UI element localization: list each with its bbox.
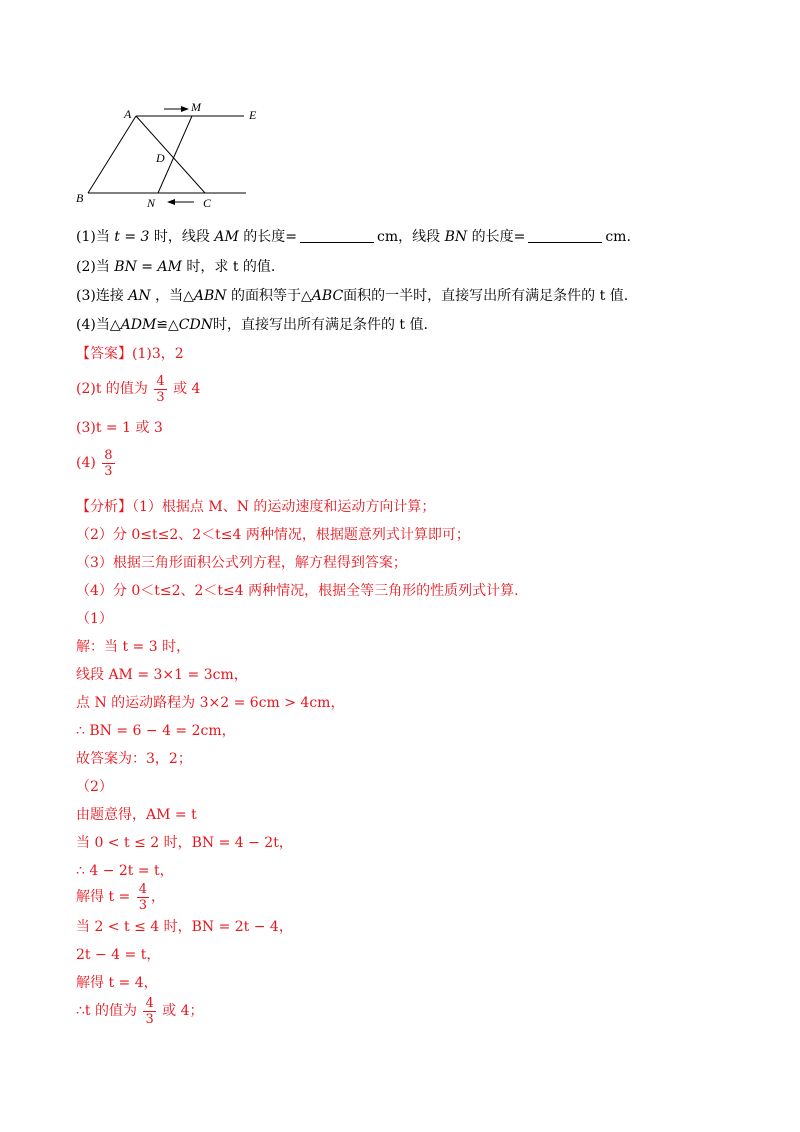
s1-l2: 线段 AM = 3×1 = 3cm， <box>76 667 248 683</box>
s1-l1: 解：当 t = 3 时， <box>76 639 191 655</box>
solution-2-line-7 <box>76 973 158 993</box>
q1-unit1: cm，线段 <box>377 229 441 245</box>
solution-2-line-1 <box>76 805 197 825</box>
question-3 <box>76 286 628 306</box>
q4-suffix: 时，直接写出所有满足条件的 t 值. <box>212 317 428 333</box>
s2-l8-prefix: ∴t 的值为 <box>76 1003 137 1019</box>
analysis-l1: （1）根据点 M、N 的运动速度和运动方向计算； <box>132 499 436 515</box>
solution-1-line-1 <box>76 637 190 657</box>
s1-l5: 故答案为：3，2； <box>76 751 192 767</box>
arrow-cn-head <box>167 199 175 205</box>
solution-1-line-4 <box>76 721 236 741</box>
answer-2 <box>76 372 200 406</box>
question-1 <box>76 227 631 247</box>
label-c: C <box>203 196 212 210</box>
geometry-figure <box>74 96 274 212</box>
analysis-3 <box>76 553 407 573</box>
q1-mid3: 的长度= <box>471 229 526 245</box>
q3-prefix: (3)连接 <box>76 288 124 304</box>
q4-prefix: (4)当△ <box>76 317 121 333</box>
solution-2-head <box>76 777 113 797</box>
solution-2-line-2 <box>76 833 293 853</box>
q1-cond: t = 3 <box>114 229 150 245</box>
a2-suffix: 或 4 <box>173 381 201 397</box>
a2-prefix: (2)t 的值为 <box>76 381 148 397</box>
a4-fraction: $\frac{8}{3}$ <box>104 447 113 479</box>
answer-blank <box>528 228 602 243</box>
q2-cond: BN = AM <box>114 259 182 275</box>
q1-mid1: 时，线段 <box>153 229 210 245</box>
label-n: N <box>147 196 156 210</box>
q1-unit2: cm. <box>605 229 631 245</box>
label-b: B <box>76 191 84 205</box>
label-m: M <box>191 100 201 114</box>
solution-2-line-5 <box>76 917 293 937</box>
s2-l4-prefix: 解得 t = <box>76 889 131 905</box>
a3-text: (3)t = 1 或 3 <box>76 420 163 436</box>
label-e: E <box>249 108 257 122</box>
solution-2-line-4 <box>76 880 165 914</box>
q1-seg2: BN <box>444 229 468 245</box>
q1-seg1: AM <box>214 229 239 245</box>
s2-l8-fraction: $\frac{4}{3}$ <box>145 995 154 1027</box>
solution-1-line-2 <box>76 665 248 685</box>
s2-l4-suffix: ， <box>151 889 165 905</box>
q3-mid1: ，当△ <box>155 288 194 304</box>
analysis-l4: （4）分 0＜t≤2、2＜t≤4 两种情况，根据全等三角形的性质列式计算. <box>76 583 519 599</box>
analysis-l3: （3）根据三角形面积公式列方程，解方程得到答案； <box>76 555 407 571</box>
s2-head: （2） <box>76 779 113 795</box>
s2-l1: 由题意得，AM = t <box>76 807 197 823</box>
question-2 <box>76 257 275 277</box>
s1-l3: 点 N 的运动路程为 3×2 = 6cm > 4cm， <box>76 695 345 711</box>
a4-prefix: (4) <box>76 455 96 471</box>
analysis-2 <box>76 525 470 545</box>
label-a: A <box>124 107 132 121</box>
solution-1-head <box>76 609 113 629</box>
s2-l6: 2t − 4 = t， <box>76 947 161 963</box>
answer-a1: (1)3，2 <box>132 346 184 362</box>
answer-1 <box>76 344 184 364</box>
solution-2-line-6 <box>76 945 160 965</box>
q1-mid2: 的长度= <box>243 229 298 245</box>
s1-head: （1） <box>76 611 113 627</box>
q2-suffix: 时，求 t 的值. <box>186 259 276 275</box>
s2-l5: 当 2 < t ≤ 4 时，BN = 2t − 4， <box>76 919 293 935</box>
q1-prefix: (1)当 <box>76 229 110 245</box>
label-d: D <box>156 151 165 165</box>
arrow-am-head <box>181 106 189 112</box>
q3-tri1: ABN <box>193 288 227 304</box>
analysis-l2: （2）分 0≤t≤2、2＜t≤4 两种情况，根据题意列式计算即可； <box>76 527 470 543</box>
s2-l4-fraction: $\frac{4}{3}$ <box>138 881 147 913</box>
s1-l4: ∴ BN = 6 − 4 = 2cm， <box>76 723 236 739</box>
q3-tri2: ABC <box>311 288 344 304</box>
a2-fraction: $\frac{4}{3}$ <box>156 373 165 405</box>
q3-seg: AN <box>128 288 151 304</box>
answer-3 <box>76 418 163 438</box>
answer-4 <box>76 446 117 480</box>
q3-suffix: 面积的一半时，直接写出所有满足条件的 t 值. <box>343 288 629 304</box>
analysis-4 <box>76 581 519 601</box>
question-4 <box>76 315 428 335</box>
q4-tri2: CDN <box>178 317 213 333</box>
segment-ac <box>136 116 205 193</box>
answer-label: 【答案】 <box>76 346 132 362</box>
segment-ab <box>88 116 136 193</box>
solution-1-line-5 <box>76 749 192 769</box>
q3-mid2: 的面积等于△ <box>231 288 312 304</box>
answer-blank <box>300 228 374 243</box>
s2-l8-suffix: 或 4； <box>162 1003 204 1019</box>
q4-tri1: ADM <box>120 317 157 333</box>
q4-cong: ≌△ <box>156 317 179 333</box>
s2-l2: 当 0 < t ≤ 2 时，BN = 4 − 2t， <box>76 835 293 851</box>
q2-prefix: (2)当 <box>76 259 110 275</box>
solution-2-line-8 <box>76 994 204 1028</box>
analysis-1 <box>76 497 435 517</box>
analysis-label: 【分析】 <box>76 499 132 515</box>
s2-l7: 解得 t = 4， <box>76 975 158 991</box>
s2-l3: ∴ 4 − 2t = t， <box>76 863 174 879</box>
solution-2-line-3 <box>76 861 174 881</box>
solution-1-line-3 <box>76 693 344 713</box>
